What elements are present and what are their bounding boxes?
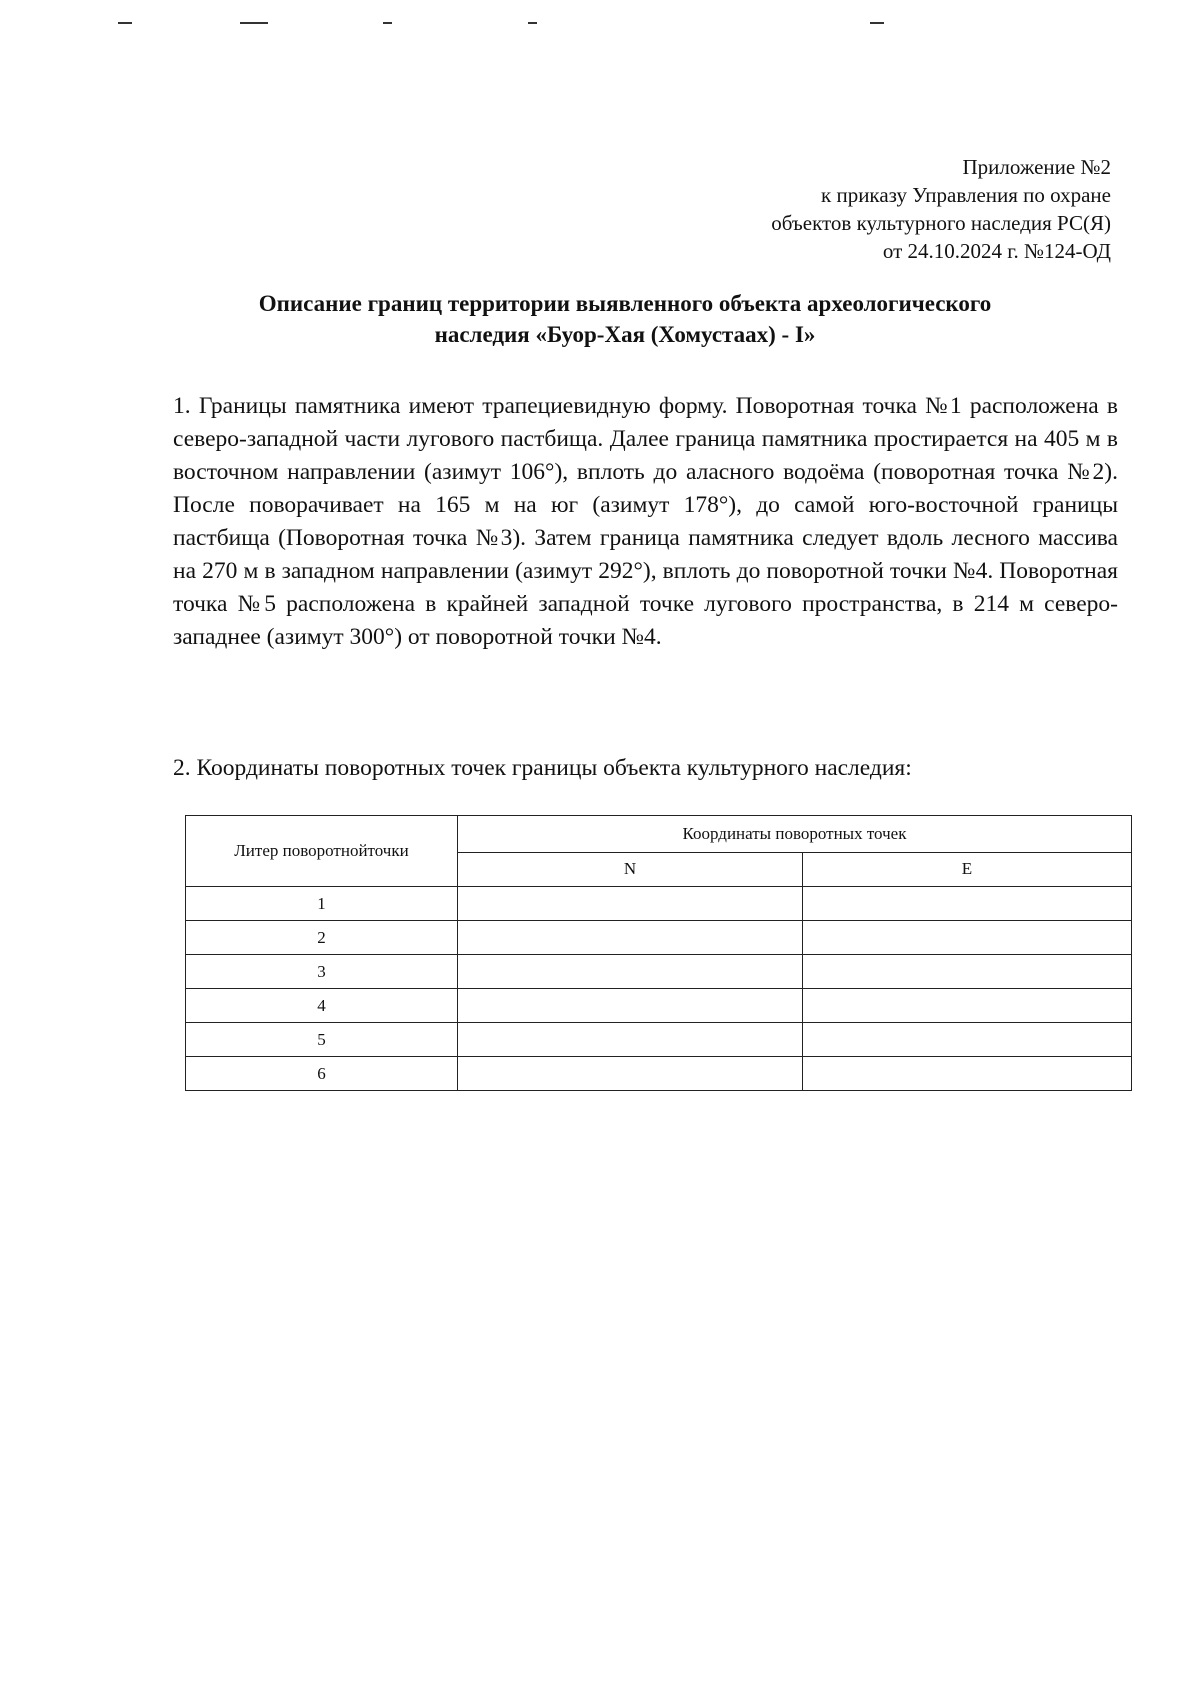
appendix-number: Приложение №2: [962, 155, 1111, 179]
coord-e-cell: [803, 921, 1132, 955]
boundary-description-paragraph: 1. Границы памятника имеют трапециевидную форму. Поворотная точка №1 расположена в северо-западной части лугового пастбища. Далее граница памятника простирается на 405 м в восточном направлении (азимут 106°), вплоть до аласного водоёма (поворотная точка №2). После поворачивает на 165 м на юг (азимут 178°), до самой юго-восточной границы пастбища (Поворотная точка №3). Затем граница памятника следует вдоль лесного массива на 270 м в западном направлении (азимут 292°), вплоть до поворотной точки №4. Поворотная точка №5 расположена в крайней западной точке лугового пространства, в 214 м северо-западнее (азимут 300°) от поворотной точки №4.: [173, 393, 1118, 650]
appendix-date: от 24.10.2024 г. №124-ОД: [882, 239, 1111, 263]
point-number: 2: [186, 921, 458, 955]
coord-e-cell: [803, 1023, 1132, 1057]
appendix-authority: объектов культурного наследия РС(Я): [771, 211, 1111, 235]
table-row: [186, 887, 1132, 921]
column-header-coordinates: Координаты поворотных точек: [458, 816, 1132, 853]
title-line-2: наследия «Буор-Хая (Хомустаах) - I»: [434, 322, 816, 347]
coord-e-cell: [803, 989, 1132, 1023]
coord-n-cell: [458, 1057, 803, 1091]
coord-n-cell: [458, 887, 803, 921]
point-number: 3: [186, 955, 458, 989]
coord-n-cell: [458, 921, 803, 955]
point-number: 4: [186, 989, 458, 1023]
point-number: 6: [186, 1057, 458, 1091]
coord-n-cell: [458, 989, 803, 1023]
coordinates-heading-paragraph: 2. Координаты поворотных точек границы объекта культурного наследия:: [173, 755, 912, 781]
table-row: [186, 1023, 1132, 1057]
table-row: [186, 955, 1132, 989]
table-row: [186, 921, 1132, 955]
table-row: [186, 1057, 1132, 1091]
appendix-header: [771, 153, 1111, 265]
title-line-1: Описание границ территории выявленного объекта археологического: [258, 291, 992, 316]
coordinates-table: [185, 815, 1132, 1091]
table-row: [186, 989, 1132, 1023]
column-header-e: E: [803, 852, 1132, 887]
point-number: 1: [186, 887, 458, 921]
coord-e-cell: [803, 1057, 1132, 1091]
point-number: 5: [186, 1023, 458, 1057]
coord-n-cell: [458, 955, 803, 989]
document-title: [150, 288, 1100, 350]
column-header-n: N: [458, 852, 803, 887]
coord-n-cell: [458, 1023, 803, 1057]
coord-e-cell: [803, 955, 1132, 989]
appendix-order-ref: к приказу Управления по охране: [821, 183, 1111, 207]
coord-e-cell: [803, 887, 1132, 921]
column-header-liter: Литер поворотнойточки: [186, 816, 458, 887]
scan-artifact-marks: [0, 22, 1200, 26]
